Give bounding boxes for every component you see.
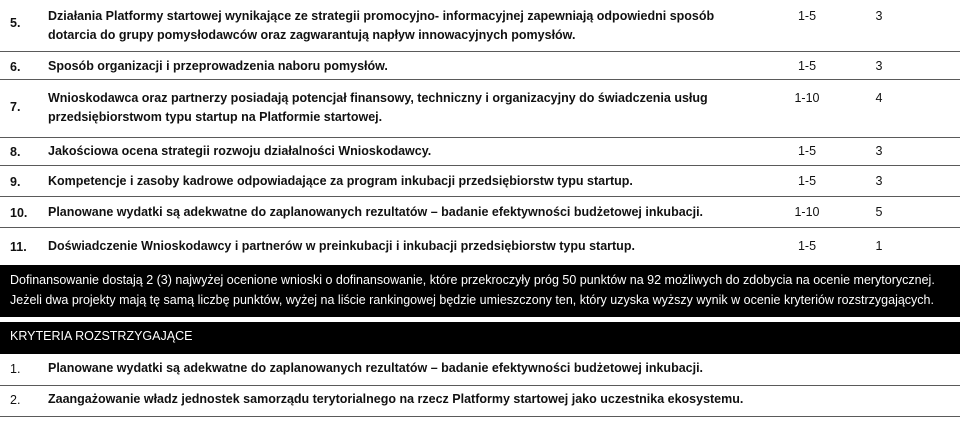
- criteria-score: 3: [875, 174, 883, 188]
- criteria-score: 5: [875, 205, 883, 219]
- criteria-text: Jakościowa ocena strategii rozwoju działalności Wnioskodawcy.: [48, 144, 432, 158]
- funding-note-band: [0, 265, 960, 317]
- criteria-text: Planowane wydatki są adekwatne do zaplanowanych rezultatów – badanie efektywności budżetowej inkubacji.: [48, 205, 704, 219]
- criteria-range: 1-5: [797, 144, 817, 158]
- tiebreak-number: 1.: [10, 362, 21, 376]
- criteria-range: 1-10: [794, 91, 820, 105]
- criteria-range: 1-5: [797, 174, 817, 188]
- criteria-number: 9.: [10, 175, 21, 189]
- criteria-score: 1: [875, 239, 883, 253]
- criteria-number: 11.: [10, 240, 27, 254]
- criteria-number: 8.: [10, 145, 21, 159]
- criteria-row-6: [0, 52, 960, 80]
- criteria-score: 3: [875, 144, 883, 158]
- criteria-number: 7.: [10, 100, 21, 114]
- tiebreak-heading-band: [0, 322, 960, 354]
- criteria-row-9: [0, 166, 960, 197]
- tiebreak-row-1: [0, 357, 960, 386]
- criteria-range: 1-10: [794, 205, 820, 219]
- criteria-text: Wnioskodawca oraz partnerzy posiadają potencjał finansowy, techniczny i organizacyjny do świadczenia usług przedsiębiorstwom typu startup na Platformie startowej.: [48, 91, 708, 124]
- criteria-text: Działania Platformy startowej wynikające ze strategii promocyjno- informacyjnej zapewniają odpowiedni sposób dotarcia do grupy pomysłodawców oraz zagwarantują napływ innowacyjnych pomysłów.: [48, 9, 715, 42]
- criteria-row-7: [0, 80, 960, 138]
- tiebreak-text: Zaangażowanie władz jednostek samorządu terytorialnego na rzecz Platformy startowej jako uczestnika ekosystemu.: [48, 392, 744, 406]
- criteria-row-10: [0, 197, 960, 228]
- criteria-score: 3: [875, 59, 883, 73]
- criteria-text: Kompetencje i zasoby kadrowe odpowiadające za program inkubacji przedsiębiorstw typu startup.: [48, 174, 633, 188]
- funding-note-text: Dofinansowanie dostają 2 (3) najwyżej ocenione wnioski o dofinansowanie, które przekroczyły próg 50 punktów na 92 możliwych do zdobycia na ocenie merytorycznej. Jeżeli dwa projekty mają tę samą liczbę punktów, wyżej na liście rankingowej będzie umieszczony ten, który uzyska wyższy wynik w ocenie kryteriów rozstrzygających.: [10, 273, 935, 307]
- criteria-range: 1-5: [797, 9, 817, 23]
- tiebreak-number: 2.: [10, 393, 21, 407]
- tiebreak-heading: KRYTERIA ROZSTRZYGAJĄCE: [10, 329, 193, 343]
- criteria-score: 4: [875, 91, 883, 105]
- tiebreak-text: Planowane wydatki są adekwatne do zaplanowanych rezultatów – badanie efektywności budżetowej inkubacji.: [48, 361, 704, 375]
- criteria-text: Doświadczenie Wnioskodawcy i partnerów w preinkubacji i inkubacji przedsiębiorstw typu startup.: [48, 239, 635, 253]
- criteria-range: 1-5: [797, 59, 817, 73]
- criteria-score: 3: [875, 9, 883, 23]
- criteria-number: 10.: [10, 206, 28, 220]
- criteria-text: Sposób organizacji i przeprowadzenia naboru pomysłów.: [48, 59, 388, 73]
- criteria-row-11: [0, 228, 960, 263]
- criteria-number: 5.: [10, 16, 21, 30]
- criteria-range: 1-5: [797, 239, 817, 253]
- criteria-row-8: [0, 138, 960, 166]
- criteria-number: 6.: [10, 60, 21, 74]
- criteria-row-5: [0, 0, 960, 52]
- tiebreak-row-2: [0, 386, 960, 417]
